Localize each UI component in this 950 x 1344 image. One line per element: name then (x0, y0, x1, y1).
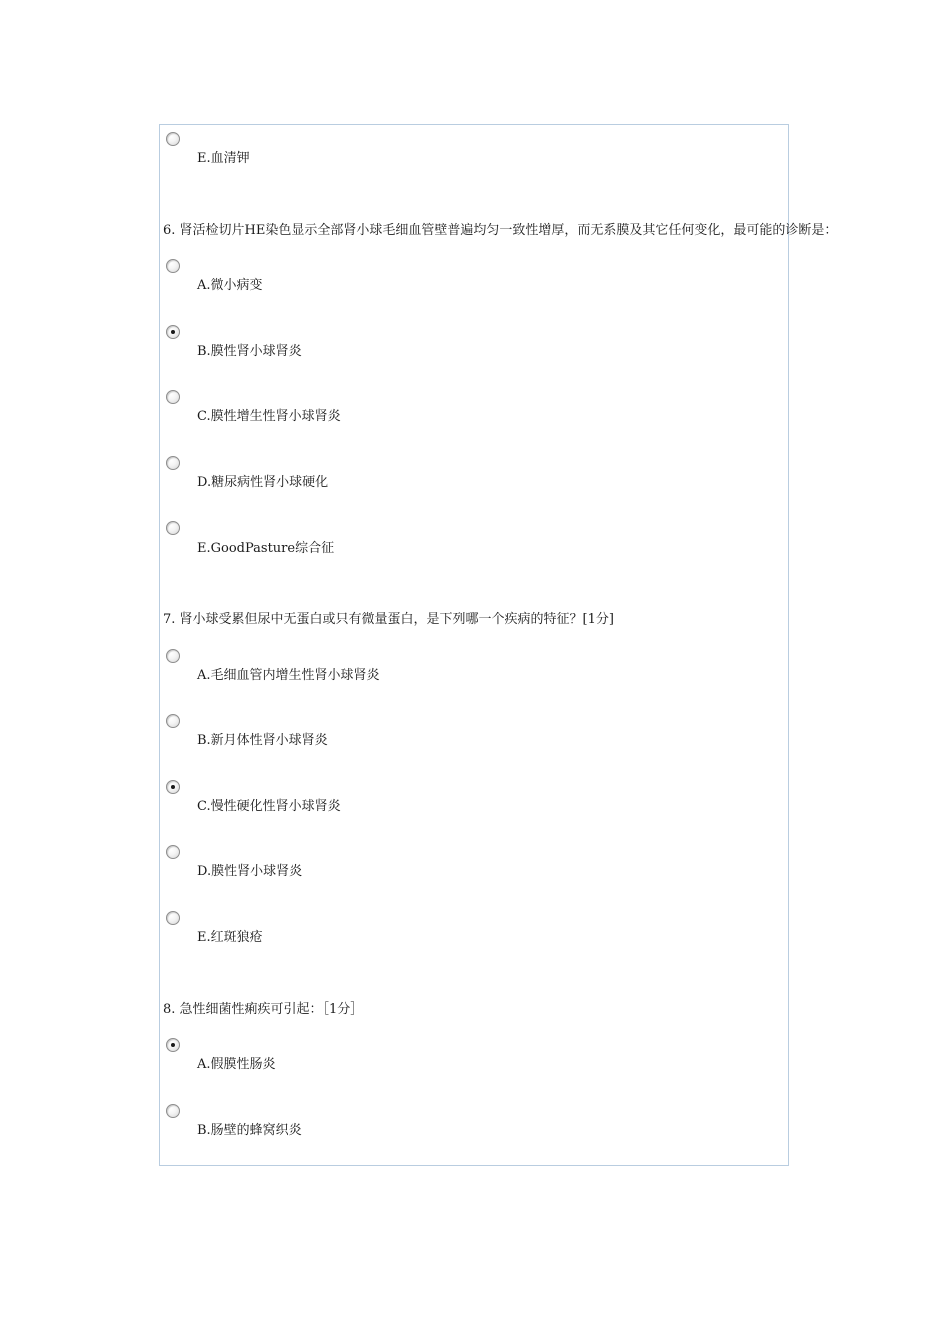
q7-option-a-radio[interactable] (166, 649, 180, 663)
q7-option-d-radio[interactable] (166, 845, 180, 859)
q6-option-a-label[interactable]: A.微小病变 (197, 278, 263, 293)
q6-question-text: 6. 肾活检切片HE染色显示全部肾小球毛细血管壁普遍均匀一致性增厚，而无系膜及其它任何变化，最可能的诊断是： (163, 223, 838, 238)
q7-question-text: 7. 肾小球受累但尿中无蛋白或只有微量蛋白，是下列哪一个疾病的特征？[1分] (163, 612, 614, 627)
q5-option-e-label[interactable]: E.血清钾 (197, 151, 250, 166)
q7-option-c-label[interactable]: C.慢性硬化性肾小球肾炎 (197, 799, 341, 814)
q7-option-a-label[interactable]: A.毛细血管内增生性肾小球肾炎 (197, 668, 380, 683)
q7-option-b-radio[interactable] (166, 714, 180, 728)
q8-question-text: 8. 急性细菌性痢疾可引起：［1分］ (163, 1002, 364, 1017)
q5-option-e-radio[interactable] (166, 132, 180, 146)
q7-option-e-radio[interactable] (166, 911, 180, 925)
q7-option-b-label[interactable]: B.新月体性肾小球肾炎 (197, 733, 328, 748)
q6-option-c-label[interactable]: C.膜性增生性肾小球肾炎 (197, 409, 341, 424)
q8-option-a-radio[interactable] (166, 1038, 180, 1052)
q8-option-b-label[interactable]: B.肠壁的蜂窝织炎 (197, 1123, 302, 1138)
q7-option-e-label[interactable]: E.红斑狼疮 (197, 930, 263, 945)
q7-option-c-radio[interactable] (166, 780, 180, 794)
q7-option-d-label[interactable]: D.膜性肾小球肾炎 (197, 864, 303, 879)
q6-option-c-radio[interactable] (166, 390, 180, 404)
q6-option-e-radio[interactable] (166, 521, 180, 535)
q6-option-e-label[interactable]: E.GoodPasture综合征 (197, 541, 335, 556)
radio-dot (171, 785, 175, 789)
radio-dot (171, 1043, 175, 1047)
q6-option-b-label[interactable]: B.膜性肾小球肾炎 (197, 344, 302, 359)
q8-option-b-radio[interactable] (166, 1104, 180, 1118)
radio-dot (171, 330, 175, 334)
q6-option-a-radio[interactable] (166, 259, 180, 273)
q8-option-a-label[interactable]: A.假膜性肠炎 (197, 1057, 276, 1072)
q6-option-d-label[interactable]: D.糖尿病性肾小球硬化 (197, 475, 329, 490)
q6-option-b-radio[interactable] (166, 325, 180, 339)
q6-option-d-radio[interactable] (166, 456, 180, 470)
